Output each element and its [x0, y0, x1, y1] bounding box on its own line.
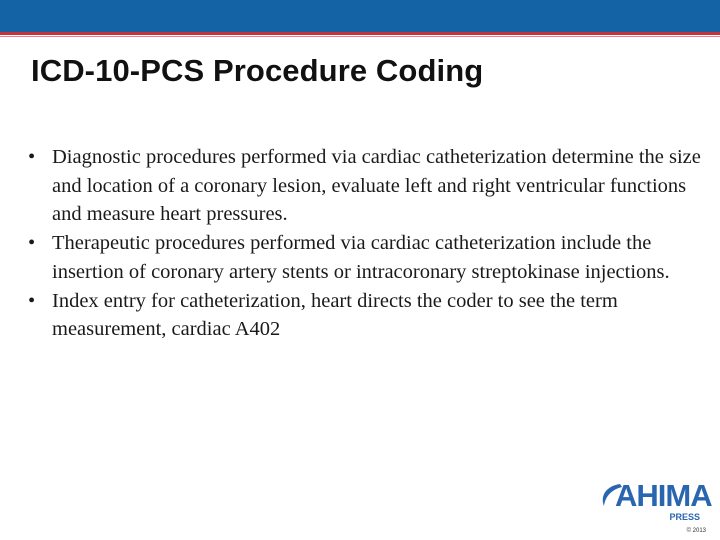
header-bar: [0, 0, 720, 32]
logo-wordmark: AHIMA: [615, 478, 712, 513]
bullet-marker: •: [28, 289, 36, 312]
bullet-text: Therapeutic procedures performed via cardiac catheterization include the insertion of coronary artery stents or intracoronary streptokinase injections.: [52, 232, 670, 283]
slide-title: ICD-10-PCS Procedure Coding: [31, 53, 484, 88]
bullet-marker: •: [28, 232, 36, 255]
header-accent-line: [0, 32, 720, 35]
logo-press-label: PRESS: [669, 512, 700, 522]
bullet-text: Index entry for catheterization, heart directs the coder to see the term measurement, cardiac A402: [52, 289, 618, 341]
bullet-item: [28, 229, 708, 286]
copyright-notice: © 2013: [686, 528, 706, 534]
header-accent-line-thin: [0, 36, 720, 37]
bullet-item: [28, 287, 708, 344]
bullet-text: Diagnostic procedures performed via cardiac catheterization determine the size and location of a coronary lesion, evaluate left and right ventricular functions and measure heart pressures.: [52, 146, 701, 226]
bullet-marker: •: [28, 146, 36, 168]
bullet-item: [28, 143, 708, 229]
bullet-list: [28, 143, 708, 344]
